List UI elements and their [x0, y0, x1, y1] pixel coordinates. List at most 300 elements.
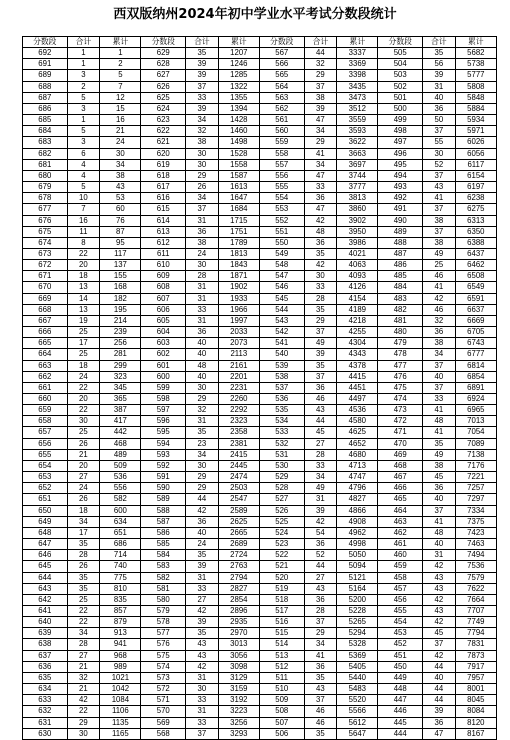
table-cell: 35 [304, 304, 337, 315]
table-row [23, 92, 497, 103]
table-row [23, 349, 497, 360]
table-cell: 489 [100, 449, 141, 460]
table-cell: 4580 [337, 416, 378, 427]
table-cell: 5 [67, 182, 100, 193]
table-cell: 475 [378, 382, 423, 393]
table-cell: 35 [186, 48, 219, 59]
table-cell: 1042 [100, 684, 141, 695]
table-cell: 687 [23, 92, 68, 103]
table-cell: 552 [259, 215, 304, 226]
table-cell: 4998 [337, 539, 378, 550]
table-row [23, 728, 497, 739]
table-cell: 4451 [337, 382, 378, 393]
table-cell: 30 [186, 684, 219, 695]
header-cumulative-3: 累计 [337, 37, 378, 48]
table-cell: 465 [378, 494, 423, 505]
table-cell: 493 [378, 182, 423, 193]
table-cell: 594 [141, 438, 186, 449]
table-cell: 6965 [455, 405, 496, 416]
table-cell: 5369 [337, 650, 378, 661]
table-cell: 555 [259, 182, 304, 193]
table-cell: 4827 [337, 494, 378, 505]
table-cell: 5200 [337, 594, 378, 605]
table-cell: 547 [259, 271, 304, 282]
table-cell: 529 [259, 472, 304, 483]
table-cell: 34 [304, 472, 337, 483]
table-row [23, 561, 497, 572]
table-row [23, 661, 497, 672]
table-cell: 913 [100, 628, 141, 639]
table-cell: 5566 [337, 706, 378, 717]
table-cell: 40 [423, 371, 456, 382]
table-cell: 691 [23, 59, 68, 70]
table-cell: 28 [67, 639, 100, 650]
table-cell: 2625 [218, 516, 259, 527]
table-cell: 21 [67, 449, 100, 460]
table-cell: 2113 [218, 349, 259, 360]
table-cell: 602 [141, 349, 186, 360]
table-cell: 673 [23, 248, 68, 259]
table-cell: 578 [141, 617, 186, 628]
table-cell: 460 [378, 550, 423, 561]
table-cell: 537 [259, 382, 304, 393]
table-cell: 42 [423, 617, 456, 628]
table-cell: 76 [100, 215, 141, 226]
table-cell: 522 [259, 550, 304, 561]
table-cell: 4747 [337, 472, 378, 483]
table-cell: 675 [23, 226, 68, 237]
table-cell: 37 [304, 371, 337, 382]
table-cell: 43 [186, 650, 219, 661]
table-row [23, 695, 497, 706]
table-cell: 618 [141, 170, 186, 181]
table-cell: 36 [423, 717, 456, 728]
table-cell: 3159 [218, 684, 259, 695]
table-cell: 651 [100, 527, 141, 538]
table-cell: 2260 [218, 394, 259, 405]
table-cell: 483 [378, 293, 423, 304]
table-row [23, 583, 497, 594]
table-cell: 499 [378, 115, 423, 126]
table-cell: 34 [186, 449, 219, 460]
table-cell: 4378 [337, 360, 378, 371]
table-cell: 666 [23, 327, 68, 338]
table-cell: 641 [23, 605, 68, 616]
table-row [23, 650, 497, 661]
table-row [23, 282, 497, 293]
table-cell: 8045 [455, 695, 496, 706]
table-cell: 5 [100, 70, 141, 81]
table-row [23, 438, 497, 449]
table-cell: 4652 [337, 438, 378, 449]
table-row [23, 315, 497, 326]
table-cell: 38 [423, 338, 456, 349]
table-cell: 323 [100, 371, 141, 382]
table-cell: 502 [378, 81, 423, 92]
table-cell: 387 [100, 405, 141, 416]
table-cell: 3512 [337, 103, 378, 114]
table-cell: 47 [423, 728, 456, 739]
table-cell: 4189 [337, 304, 378, 315]
table-cell: 39 [186, 70, 219, 81]
table-cell: 3369 [337, 59, 378, 70]
table-cell: 40 [423, 92, 456, 103]
table-cell: 31 [186, 672, 219, 683]
table-cell: 635 [23, 672, 68, 683]
table-cell: 3593 [337, 126, 378, 137]
table-cell: 577 [141, 628, 186, 639]
table-cell: 1165 [100, 728, 141, 739]
table-cell: 4021 [337, 248, 378, 259]
table-cell: 544 [259, 304, 304, 315]
table-cell: 542 [259, 327, 304, 338]
table-cell: 447 [378, 695, 423, 706]
table-cell: 8084 [455, 706, 496, 717]
table-cell: 452 [378, 639, 423, 650]
table-cell: 20 [67, 460, 100, 471]
table-cell: 25 [67, 327, 100, 338]
table-cell: 117 [100, 248, 141, 259]
table-cell: 5 [67, 126, 100, 137]
table-cell: 685 [23, 115, 68, 126]
table-cell: 6056 [455, 148, 496, 159]
table-cell: 29 [304, 70, 337, 81]
table-cell: 22 [67, 617, 100, 628]
table-cell: 42 [186, 505, 219, 516]
table-cell: 36 [423, 483, 456, 494]
table-row [23, 182, 497, 193]
table-cell: 453 [378, 628, 423, 639]
table-row [23, 237, 497, 248]
table-cell: 6462 [455, 260, 496, 271]
table-cell: 11 [67, 226, 100, 237]
table-cell: 42 [304, 516, 337, 527]
table-cell: 1715 [218, 215, 259, 226]
table-cell: 3950 [337, 226, 378, 237]
table-cell: 56 [423, 59, 456, 70]
table-cell: 505 [378, 48, 423, 59]
table-cell: 30 [186, 460, 219, 471]
table-cell: 22 [67, 405, 100, 416]
table-cell: 466 [378, 483, 423, 494]
table-cell: 30 [186, 260, 219, 271]
table-row [23, 639, 497, 650]
table-cell: 598 [141, 394, 186, 405]
table-cell: 48 [423, 527, 456, 538]
table-row [23, 494, 497, 505]
table-cell: 553 [259, 204, 304, 215]
table-cell: 36 [304, 594, 337, 605]
table-cell: 7664 [455, 594, 496, 605]
table-cell: 1394 [218, 103, 259, 114]
table-cell: 566 [259, 59, 304, 70]
table-cell: 3435 [337, 81, 378, 92]
table-cell: 42 [423, 293, 456, 304]
table-cell: 38 [304, 92, 337, 103]
table-cell: 1558 [218, 159, 259, 170]
table-cell: 622 [141, 126, 186, 137]
table-cell: 37 [423, 226, 456, 237]
table-cell: 28 [304, 605, 337, 616]
table-cell: 3697 [337, 159, 378, 170]
table-cell: 686 [100, 539, 141, 550]
table-cell: 7494 [455, 550, 496, 561]
table-cell: 5738 [455, 59, 496, 70]
table-cell: 1 [100, 48, 141, 59]
table-cell: 45 [423, 628, 456, 639]
table-cell: 4343 [337, 349, 378, 360]
table-cell: 39 [186, 103, 219, 114]
table-cell: 28 [186, 271, 219, 282]
table-cell: 35 [423, 48, 456, 59]
table-cell: 31 [304, 494, 337, 505]
table-cell: 601 [141, 360, 186, 371]
table-cell: 44 [186, 494, 219, 505]
table-row [23, 103, 497, 114]
table-cell: 38 [423, 460, 456, 471]
table-cell: 36 [186, 516, 219, 527]
table-cell: 55 [423, 137, 456, 148]
table-cell: 590 [141, 483, 186, 494]
table-cell: 22 [67, 382, 100, 393]
table-cell: 642 [23, 594, 68, 605]
table-cell: 565 [259, 70, 304, 81]
table-row [23, 159, 497, 170]
table-cell: 6238 [455, 193, 496, 204]
table-cell: 16 [67, 215, 100, 226]
table-row [23, 605, 497, 616]
table-cell: 627 [141, 70, 186, 81]
table-cell: 27 [304, 438, 337, 449]
table-cell: 604 [141, 327, 186, 338]
table-cell: 33 [186, 695, 219, 706]
table-cell: 32 [67, 672, 100, 683]
table-cell: 574 [141, 661, 186, 672]
table-cell: 18 [67, 505, 100, 516]
table-cell: 1084 [100, 695, 141, 706]
table-cell: 3663 [337, 148, 378, 159]
table-cell: 516 [259, 617, 304, 628]
table-cell: 6313 [455, 215, 496, 226]
table-cell: 556 [100, 483, 141, 494]
table-cell: 10 [67, 193, 100, 204]
table-cell: 36 [186, 226, 219, 237]
table-cell: 40 [423, 672, 456, 683]
table-cell: 37 [423, 382, 456, 393]
header-count-3: 合计 [304, 37, 337, 48]
table-cell: 6669 [455, 315, 496, 326]
table-cell: 515 [259, 628, 304, 639]
table-cell: 479 [378, 338, 423, 349]
table-cell: 485 [378, 271, 423, 282]
table-cell: 37 [423, 170, 456, 181]
table-cell: 541 [259, 338, 304, 349]
table-cell: 30 [186, 148, 219, 159]
table-cell: 626 [141, 81, 186, 92]
table-cell: 4154 [337, 293, 378, 304]
table-cell: 646 [23, 550, 68, 561]
table-cell: 45 [423, 472, 456, 483]
table-cell: 24 [67, 371, 100, 382]
header-cumulative-2: 累计 [218, 37, 259, 48]
table-cell: 469 [378, 449, 423, 460]
table-cell: 5164 [337, 583, 378, 594]
table-cell: 638 [23, 639, 68, 650]
table-cell: 42 [186, 661, 219, 672]
table-cell: 2503 [218, 483, 259, 494]
table-cell: 36 [423, 327, 456, 338]
table-cell: 2033 [218, 327, 259, 338]
header-cumulative-4: 累计 [455, 37, 496, 48]
table-cell: 1106 [100, 706, 141, 717]
table-cell: 671 [23, 271, 68, 282]
table-cell: 49 [423, 248, 456, 259]
table-cell: 497 [378, 137, 423, 148]
table-cell: 27 [304, 572, 337, 583]
table-cell: 195 [100, 304, 141, 315]
table-cell: 47 [304, 115, 337, 126]
table-cell: 26 [67, 561, 100, 572]
table-cell: 989 [100, 661, 141, 672]
table-cell: 3813 [337, 193, 378, 204]
table-row [23, 382, 497, 393]
table-cell: 30 [423, 148, 456, 159]
table-cell: 281 [100, 349, 141, 360]
table-cell: 5265 [337, 617, 378, 628]
header-score-4: 分数段 [378, 37, 423, 48]
table-cell: 524 [259, 527, 304, 538]
table-row [23, 539, 497, 550]
table-cell: 456 [378, 594, 423, 605]
table-cell: 47 [304, 170, 337, 181]
table-cell: 48 [186, 360, 219, 371]
table-cell: 492 [378, 193, 423, 204]
table-row [23, 550, 497, 561]
table-row [23, 248, 497, 259]
table-cell: 644 [23, 572, 68, 583]
table-cell: 546 [259, 282, 304, 293]
table-cell: 518 [259, 594, 304, 605]
table-cell: 448 [378, 684, 423, 695]
table-cell: 41 [423, 405, 456, 416]
table-cell: 1246 [218, 59, 259, 70]
table-cell: 1460 [218, 126, 259, 137]
table-cell: 5405 [337, 661, 378, 672]
table-cell: 39 [186, 561, 219, 572]
table-cell: 3902 [337, 215, 378, 226]
table-cell: 35 [304, 360, 337, 371]
table-cell: 25 [423, 260, 456, 271]
table-cell: 50 [423, 115, 456, 126]
table-row [23, 215, 497, 226]
table-cell: 650 [23, 505, 68, 516]
table-cell: 607 [141, 293, 186, 304]
table-cell: 600 [141, 371, 186, 382]
table-cell: 7013 [455, 416, 496, 427]
table-cell: 44 [304, 416, 337, 427]
table-cell: 591 [141, 472, 186, 483]
table-cell: 1207 [218, 48, 259, 59]
table-cell: 3 [67, 103, 100, 114]
table-cell: 31 [186, 293, 219, 304]
table-cell: 1322 [218, 81, 259, 92]
table-cell: 52 [304, 550, 337, 561]
table-cell: 2763 [218, 561, 259, 572]
table-cell: 43 [423, 572, 456, 583]
table-cell: 4713 [337, 460, 378, 471]
table-cell: 545 [259, 293, 304, 304]
table-cell: 30 [186, 159, 219, 170]
table-cell: 5777 [455, 70, 496, 81]
table-cell: 3337 [337, 48, 378, 59]
table-cell: 34 [100, 159, 141, 170]
table-cell: 449 [378, 672, 423, 683]
table-cell: 4304 [337, 338, 378, 349]
table-cell: 835 [100, 594, 141, 605]
table-cell: 506 [259, 728, 304, 739]
table-cell: 606 [141, 304, 186, 315]
table-cell: 39 [423, 70, 456, 81]
header-count-2: 合计 [186, 37, 219, 48]
header-count-1: 合计 [67, 37, 100, 48]
table-cell: 480 [378, 327, 423, 338]
table-cell: 1843 [218, 260, 259, 271]
table-cell: 30 [186, 382, 219, 393]
table-cell: 523 [259, 539, 304, 550]
table-cell: 667 [23, 315, 68, 326]
table-cell: 1528 [218, 148, 259, 159]
table-row [23, 204, 497, 215]
table-cell: 6275 [455, 204, 496, 215]
table-cell: 3744 [337, 170, 378, 181]
table-cell: 628 [141, 59, 186, 70]
table-cell: 37 [186, 204, 219, 215]
header-count-4: 合计 [423, 37, 456, 48]
table-cell: 509 [259, 695, 304, 706]
table-row [23, 416, 497, 427]
table-cell: 6814 [455, 360, 496, 371]
table-cell: 603 [141, 338, 186, 349]
table-cell: 551 [259, 226, 304, 237]
table-cell: 571 [141, 695, 186, 706]
table-cell: 5682 [455, 48, 496, 59]
table-cell: 564 [259, 81, 304, 92]
table-cell: 32 [423, 315, 456, 326]
table-cell: 498 [378, 126, 423, 137]
table-cell: 7054 [455, 427, 496, 438]
table-cell: 2896 [218, 605, 259, 616]
table-cell: 39 [423, 706, 456, 717]
table-cell: 2292 [218, 405, 259, 416]
table-cell: 587 [141, 516, 186, 527]
table-cell: 672 [23, 260, 68, 271]
table-cell: 513 [259, 650, 304, 661]
table-cell: 37 [186, 728, 219, 739]
table-cell: 43 [304, 684, 337, 695]
table-cell: 36 [304, 661, 337, 672]
table-cell: 468 [100, 438, 141, 449]
table-cell: 2724 [218, 550, 259, 561]
table-row [23, 271, 497, 282]
table-cell: 657 [23, 427, 68, 438]
table-cell: 615 [141, 204, 186, 215]
table-cell: 39 [304, 349, 337, 360]
table-cell: 6350 [455, 226, 496, 237]
table-cell: 21 [100, 126, 141, 137]
table-cell: 18 [67, 271, 100, 282]
page-title: 西双版纳州2024年初中学业水平考试分数段统计 [113, 7, 397, 22]
table-cell: 3056 [218, 650, 259, 661]
